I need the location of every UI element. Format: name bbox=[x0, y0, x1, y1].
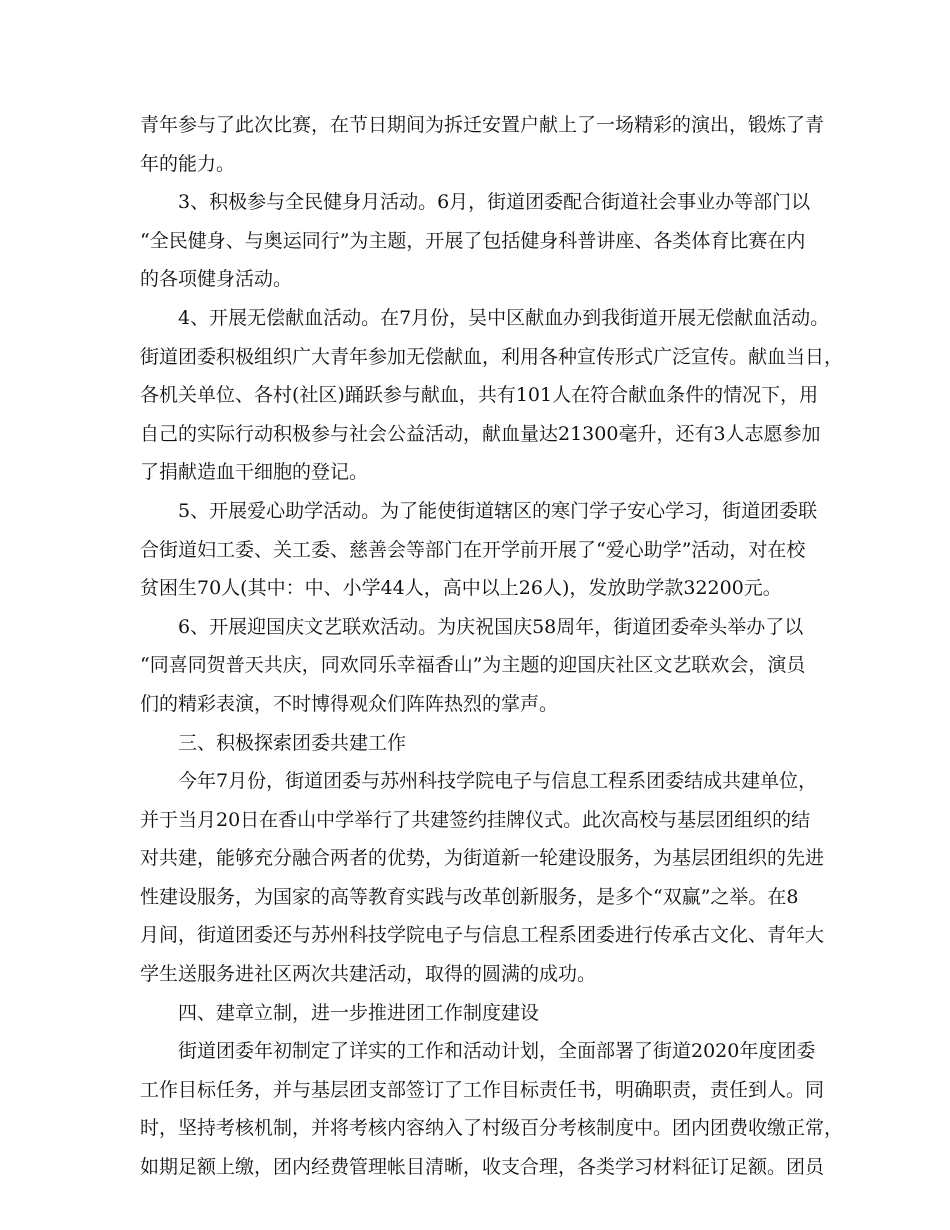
paragraph-start-line: 街道团委年初制定了详实的工作和活动计划，全面部署了街道2020年度团委 bbox=[178, 1040, 816, 1063]
text-line: 街道团委积极组织广大青年参加无偿献血，利用各种宣传形式广泛宣传。献血当日， bbox=[140, 345, 844, 368]
text-line: 年的能力。 bbox=[140, 152, 236, 175]
text-line: 并于当月20日在香山中学举行了共建签约挂牌仪式。此次高校与基层团组织的结 bbox=[140, 808, 811, 831]
text-line: 合街道妇工委、关工委、慈善会等部门在开学前开展了“爱心助学”活动，对在校 bbox=[140, 538, 806, 561]
text-line: “全民健身、与奥运同行”为主题，开展了包括健身科普讲座、各类体育比赛在内 bbox=[140, 229, 806, 252]
paragraph-start-line: 今年7月份，街道团委与苏州科技学院电子与信息工程系团委结成共建单位， bbox=[178, 770, 818, 793]
text-line: “同喜同贺普天共庆，同欢同乐幸福香山”为主题的迎国庆社区文艺联欢会，演员 bbox=[140, 654, 806, 677]
text-line: 的各项健身活动。 bbox=[140, 268, 293, 291]
text-line: 了捐献造血干细胞的登记。 bbox=[140, 461, 369, 484]
paragraph-start-line: 4、开展无偿献血活动。在7月份，吴中区献血办到我街道开展无偿献血活动。 bbox=[178, 306, 830, 329]
paragraph-start-line: 5、开展爱心助学活动。为了能使街道辖区的寒门学子安心学习，街道团委联 bbox=[178, 499, 818, 522]
paragraph-start-line: 3、积极参与全民健身月活动。6月，街道团委配合街道社会事业办等部门以 bbox=[178, 191, 811, 214]
text-line: 月间，街道团委还与苏州科技学院电子与信息工程系团委进行传承古文化、青年大 bbox=[140, 924, 825, 947]
text-line: 对共建，能够充分融合两者的优势，为街道新一轮建设服务，为基层团组织的先进 bbox=[140, 847, 825, 870]
text-line: 自己的实际行动积极参与社会公益活动，献血量达21300毫升，还有3人志愿参加 bbox=[140, 422, 821, 445]
text-line: 时，坚持考核机制，并将考核内容纳入了村级百分考核制度中。团内团费收缴正常， bbox=[140, 1117, 844, 1140]
text-line: 工作目标任务，并与基层团支部签订了工作目标责任书，明确职责，责任到人。同 bbox=[140, 1078, 825, 1101]
body-text bbox=[140, 106, 844, 1187]
text-line: 性建设服务，为国家的高等教育实践与改革创新服务，是多个“双赢”之举。在8 bbox=[140, 885, 799, 908]
text-line: 们的精彩表演，不时博得观众们阵阵热烈的掌声。 bbox=[140, 692, 559, 715]
paragraph-start-line: 6、开展迎国庆文艺联欢活动。为庆祝国庆58周年，街道团委牵头举办了以 bbox=[178, 615, 804, 638]
text-line: 如期足额上缴，团内经费管理帐目清晰，收支合理，各类学习材料征订足额。团员 bbox=[140, 1156, 825, 1179]
text-line: 各机关单位、各村(社区)踊跃参与献血，共有101人在符合献血条件的情况下，用 bbox=[140, 384, 819, 407]
section-heading: 四、建章立制，进一步推进团工作制度建设 bbox=[178, 1001, 540, 1024]
text-line: 贫困生70人(其中：中、小学44人，高中以上26人)，发放助学款32200元。 bbox=[140, 577, 782, 600]
text-line: 学生送服务进社区两次共建活动，取得的圆满的成功。 bbox=[140, 963, 597, 986]
section-heading: 三、积极探索团委共建工作 bbox=[178, 731, 407, 754]
text-line: 青年参与了此次比赛，在节日期间为拆迁安置户献上了一场精彩的演出，锻炼了青 bbox=[140, 114, 825, 136]
